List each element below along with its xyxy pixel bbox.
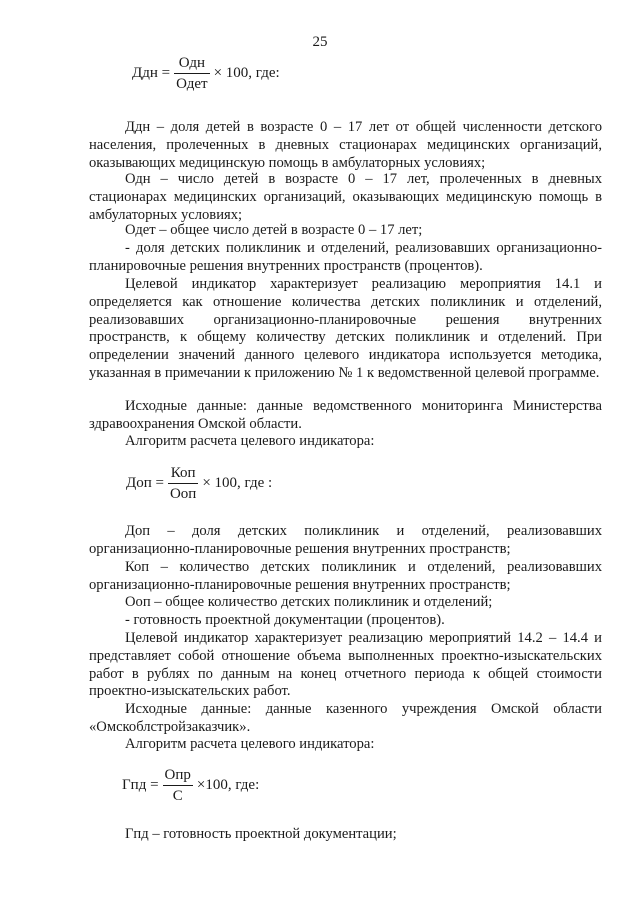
- formula-lhs: Ддн =: [132, 65, 171, 81]
- formula-ddn: [132, 55, 280, 92]
- fraction-denominator: Одет: [176, 76, 208, 92]
- formula-lhs: Доп =: [126, 475, 164, 491]
- fraction-denominator: С: [172, 788, 183, 804]
- fraction-numerator: Опр: [164, 767, 191, 783]
- paragraph-algorithm-heading-2: Алгоритм расчета целевого индикатора:: [125, 736, 375, 752]
- paragraph-kop-definition: Коп – количество детских поликлиник и отделений, реализовавших организационно-планировочные решения внутренних пространств;: [89, 559, 602, 593]
- fraction: [174, 55, 209, 92]
- paragraph-indicator-description: Целевой индикатор характеризует реализацию мероприятия 14.1 и определяется как отношение количества детских поликлиник и отделений, реализовавших организационно-планировочные решения внутренних пространств, к общему количеству детских поликлиник и отделений. При определении значений данного целевого индикатора используется методика, указанная в примечании к приложению № 1 к ведомственной целевой программе.: [89, 276, 602, 381]
- paragraph-indicator-docs: - готовность проектной документации (процентов).: [125, 612, 445, 628]
- fraction-denominator: Ооп: [169, 486, 197, 502]
- paragraph-dop-definition: Доп – доля детских поликлиник и отделений, реализовавших организационно-планировочные решения внутренних пространств;: [89, 523, 602, 557]
- formula-dop: [126, 465, 272, 502]
- paragraph-source-data-2: Исходные данные: данные казенного учреждения Омской области «Омскоблстройзаказчик».: [89, 701, 602, 735]
- paragraph-odet-definition: Одет – общее число детей в возрасте 0 – 17 лет;: [125, 222, 423, 238]
- paragraph-gpd-definition: Гпд – готовность проектной документации;: [125, 826, 397, 842]
- paragraph-source-data: Исходные данные: данные ведомственного мониторинга Министерства здравоохранения Омской области.: [89, 398, 602, 432]
- paragraph-ddn-definition: Ддн – доля детей в возрасте 0 – 17 лет от общей численности детского населения, пролеченных в дневных стационарах медицинских организаций, оказывающих медицинскую помощь в амбулаторных условиях;: [89, 119, 602, 171]
- paragraph-oop-definition: Ооп – общее количество детских поликлиник и отделений;: [125, 594, 493, 610]
- fraction-numerator: Одн: [178, 55, 205, 71]
- paragraph-indicator-clinics: - доля детских поликлиник и отделений, реализовавших организационно-планировочные решения внутренних пространств (процентов).: [89, 240, 602, 274]
- formula-lhs: Гпд =: [122, 777, 159, 793]
- fraction: [168, 465, 198, 502]
- paragraph-indicator-docs-description: Целевой индикатор характеризует реализацию мероприятий 14.2 – 14.4 и представляет собой отношение объема выполненных проектно-изыскательских работ в рублях по данным на конец отчетного периода к общей стоимости проектно-изыскательских работ.: [89, 630, 602, 700]
- page-number: 25: [312, 34, 328, 50]
- paragraph-algorithm-heading: Алгоритм расчета целевого индикатора:: [125, 433, 375, 449]
- formula-gpd: [122, 767, 259, 804]
- formula-rhs: × 100, где:: [213, 65, 280, 81]
- formula-rhs: ×100, где:: [196, 777, 260, 793]
- fraction-numerator: Коп: [170, 465, 196, 481]
- formula-rhs: × 100, где :: [202, 475, 273, 491]
- fraction: [163, 767, 193, 804]
- paragraph-odn-definition: Одн – число детей в возрасте 0 – 17 лет, пролеченных в дневных стационарах медицинских организаций, оказывающих медицинскую помощь в амбулаторных условиях;: [89, 171, 602, 223]
